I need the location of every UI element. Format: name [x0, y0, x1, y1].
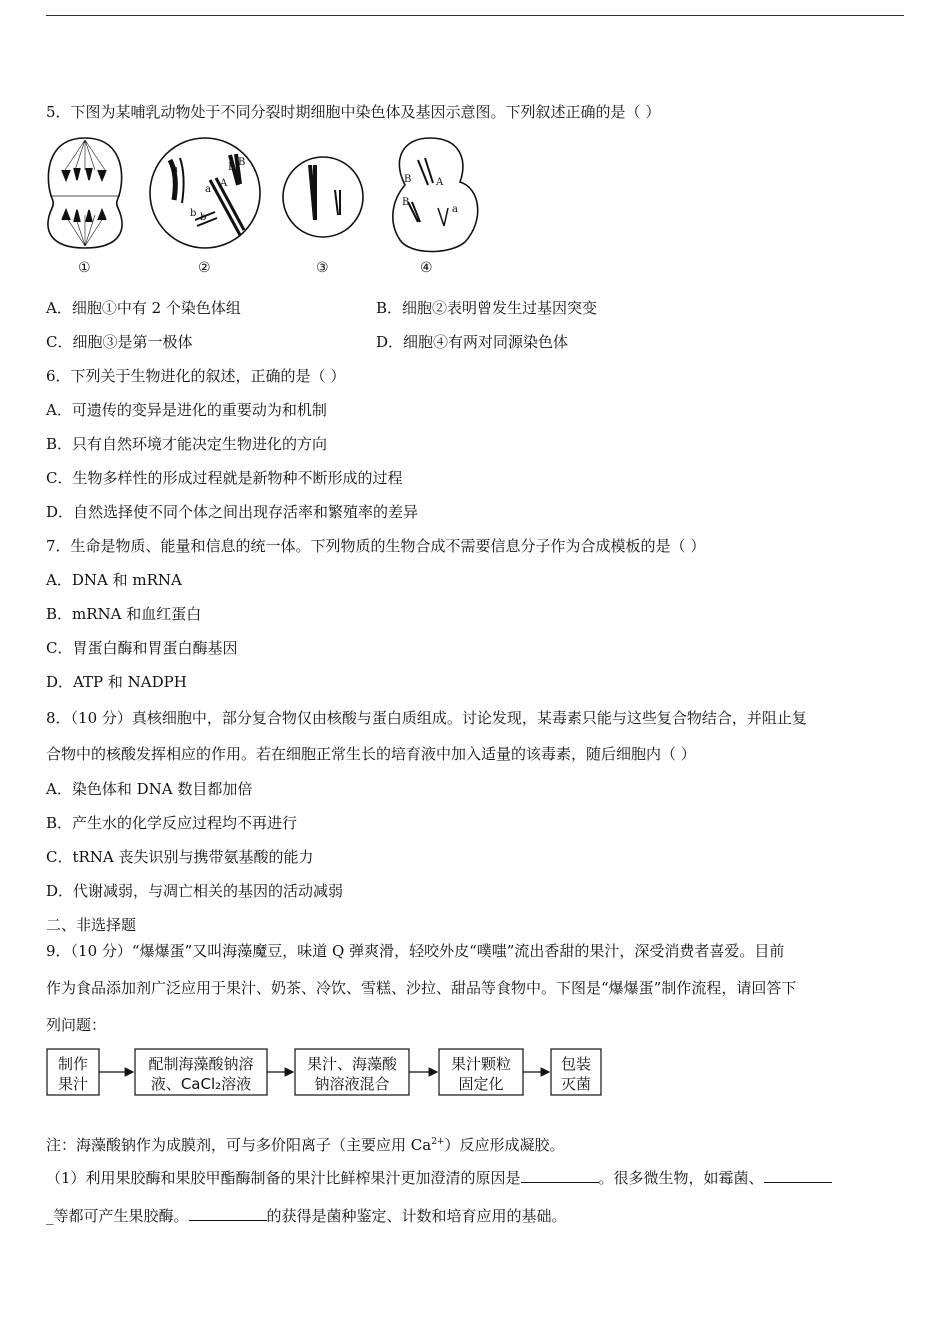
q5-option-c: C．细胞③是第一极体	[46, 333, 193, 351]
cell-3-diagram	[283, 157, 363, 237]
production-flowchart	[45, 1045, 605, 1100]
svg-text:B: B	[402, 197, 410, 208]
q9-sub1-line1	[46, 1168, 832, 1188]
q8-option-c: C．tRNA 丧失识别与携带氨基酸的能力	[46, 848, 314, 866]
flow-step-5	[551, 1049, 601, 1095]
q7-option-b: B．mRNA 和血红蛋白	[46, 605, 202, 623]
svg-text:制作: 制作	[57, 1055, 89, 1073]
svg-text:液、CaCl₂溶液: 液、CaCl₂溶液	[150, 1075, 252, 1093]
svg-text:④: ④	[420, 260, 433, 276]
svg-text:B: B	[228, 162, 236, 173]
q9-note-superscript: 2+	[431, 1137, 445, 1147]
q9-line1: 9．（10 分）“爆爆蛋”又叫海藻魔豆，味道 Q 弹爽滑，轻咬外皮“噗嗤”流出香甜的果汁，深受消费者喜爱。目前	[46, 942, 785, 960]
flow-step-4	[439, 1049, 523, 1095]
q6-option-b: B．只有自然环境才能决定生物进化的方向	[46, 435, 328, 453]
q6-option-a: A．可遗传的变异是进化的重要动为和机制	[46, 401, 327, 419]
q7-stem: 7．生命是物质、能量和信息的统一体。下列物质的生物合成不需要信息分子作为合成模板的是（ ）	[46, 537, 706, 555]
flow-step-3	[295, 1049, 409, 1095]
answer-blank-2[interactable]	[764, 1168, 832, 1183]
svg-text:b: b	[200, 212, 207, 223]
answer-blank-1[interactable]	[521, 1168, 599, 1183]
q9-sub1-text-3: _等都可产生果胶酶。	[46, 1207, 189, 1225]
header-rule	[46, 15, 904, 16]
q9-line2: 作为食品添加剂广泛应用于果汁、奶茶、冷饮、雪糕、沙拉、甜品等食物中。下图是“爆爆蛋”制作流程，请回答下	[46, 979, 797, 997]
q8-stem-line2: 合物中的核酸发挥相应的作用。若在细胞正常生长的培育液中加入适量的该毒素，随后细胞内（ ）	[46, 745, 696, 763]
cell-labels	[78, 260, 433, 276]
svg-text:包装: 包装	[560, 1055, 592, 1073]
flow-step-1	[47, 1049, 99, 1095]
q9-sub1-text-4: 的获得是菌种鉴定、计数和培育应用的基础。	[266, 1207, 567, 1225]
q7-option-c: C．胃蛋白酶和胃蛋白酶基因	[46, 639, 238, 657]
svg-text:钠溶液混合: 钠溶液混合	[314, 1075, 390, 1093]
section-heading: 二、非选择题	[46, 916, 137, 934]
q5-option-d: D．细胞④有两对同源染色体	[376, 333, 569, 351]
svg-text:灭菌: 灭菌	[560, 1075, 592, 1093]
svg-text:配制海藻酸钠溶: 配制海藻酸钠溶	[148, 1055, 254, 1073]
q5-stem: 5．下图为某哺乳动物处于不同分裂时期细胞中染色体及基因示意图。下列叙述正确的是（ ）	[46, 103, 661, 121]
answer-blank-3[interactable]	[189, 1206, 267, 1221]
q9-sub1-text: （1）利用果胶酶和果胶甲酯酶制备的果汁比鲜榨果汁更加澄清的原因是	[46, 1169, 521, 1187]
q9-note	[46, 1132, 565, 1155]
q6-stem: 6．下列关于生物进化的叙述，正确的是（ ）	[46, 367, 346, 385]
svg-text:b: b	[190, 208, 197, 219]
svg-text:A: A	[436, 177, 444, 188]
cell-1-diagram	[48, 138, 122, 248]
q6-option-c: C．生物多样性的形成过程就是新物种不断形成的过程	[46, 469, 403, 487]
q8-option-b: B．产生水的化学反应过程均不再进行	[46, 814, 298, 832]
cell-division-figure	[40, 130, 480, 280]
q9-sub1-line2	[46, 1206, 567, 1226]
flow-step-2	[135, 1049, 267, 1095]
svg-text:a: a	[172, 164, 178, 175]
q8-option-a: A．染色体和 DNA 数目都加倍	[46, 780, 253, 798]
q8-stem-line1: 8．（10 分）真核细胞中，部分复合物仅由核酸与蛋白质组成。讨论发现，某毒素只能与这些复合物结合，并阻止复	[46, 709, 807, 727]
svg-text:②: ②	[198, 260, 211, 276]
q8-option-d: D．代谢减弱，与凋亡相关的基因的活动减弱	[46, 882, 344, 900]
cell-4-diagram	[393, 138, 478, 252]
q7-option-d: D．ATP 和 NADPH	[46, 673, 187, 691]
q9-sub1-text-2: 。很多微生物，如霉菌、	[598, 1169, 764, 1187]
svg-text:a: a	[205, 184, 211, 195]
svg-text:果汁: 果汁	[57, 1075, 89, 1093]
svg-text:果汁颗粒: 果汁颗粒	[450, 1055, 512, 1073]
q5-option-b: B．细胞②表明曾发生过基因突变	[376, 299, 598, 317]
q7-option-a: A．DNA 和 mRNA	[46, 571, 182, 589]
q6-option-d: D．自然选择使不同个体之间出现存活率和繁殖率的差异	[46, 503, 419, 521]
q9-line3: 列问题：	[46, 1016, 107, 1034]
svg-text:A: A	[220, 178, 228, 189]
svg-text:B: B	[404, 174, 412, 185]
svg-text:a: a	[452, 204, 458, 215]
svg-text:①: ①	[78, 260, 91, 276]
svg-text:B: B	[238, 157, 246, 168]
q9-note-text-end: ）反应形成凝胶。	[444, 1136, 565, 1154]
svg-text:③: ③	[316, 260, 329, 276]
q5-option-a: A．细胞①中有 2 个染色体组	[46, 299, 241, 317]
svg-text:果汁、海藻酸: 果汁、海藻酸	[306, 1055, 398, 1073]
svg-text:固定化: 固定化	[458, 1075, 504, 1093]
q9-note-text: 注：海藻酸钠作为成膜剂，可与多价阳离子（主要应用 Ca	[46, 1136, 432, 1154]
